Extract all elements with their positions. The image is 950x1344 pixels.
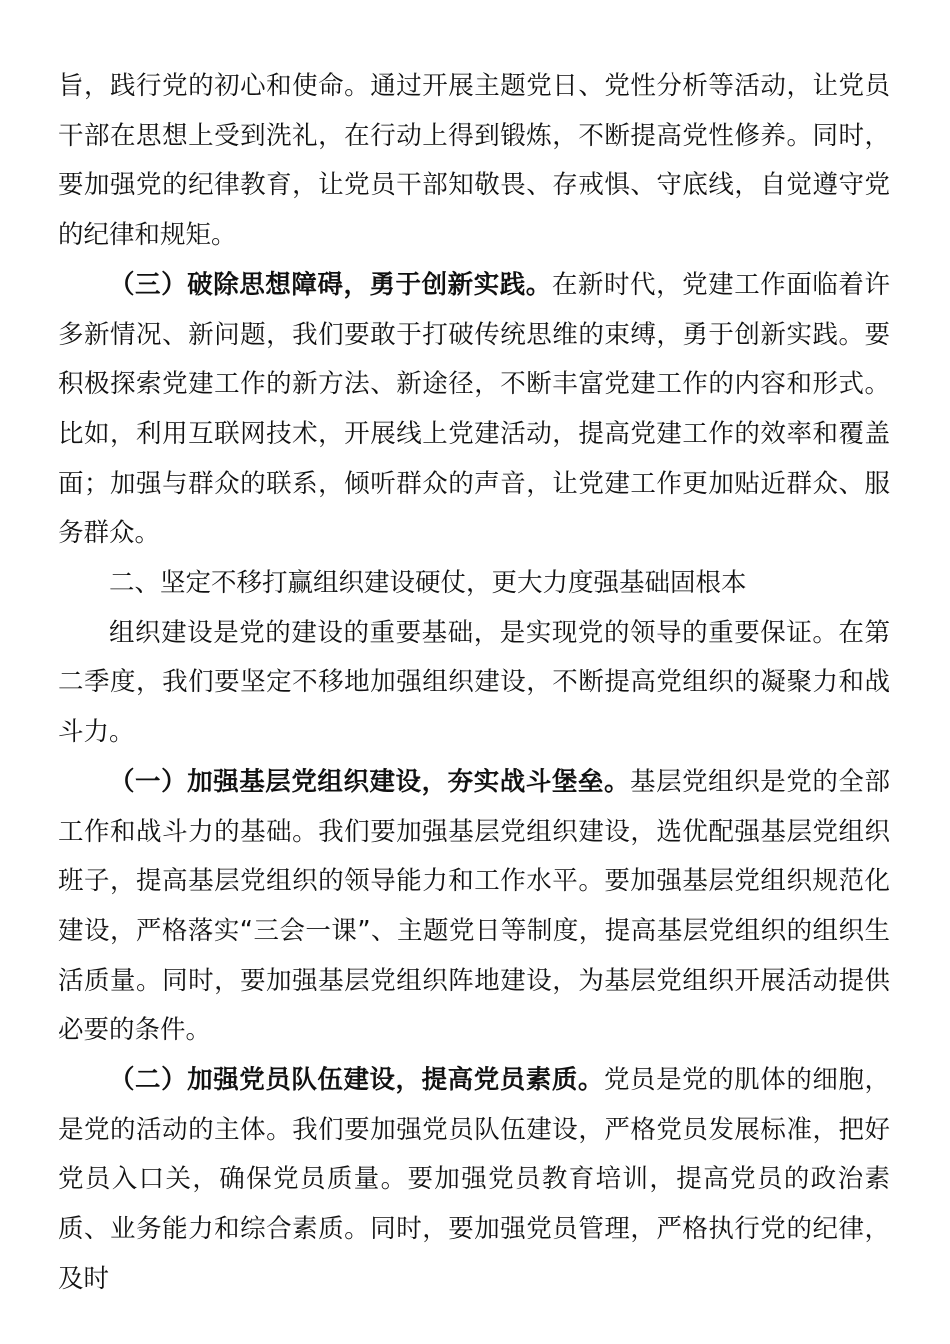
section-heading-text: 二、坚定不移打赢组织建设硬仗，更大力度强基础固根本: [109, 568, 747, 599]
paragraph-text: 党员是党的肌体的细胞，是党的活动的主体。我们要加强党员队伍建设，严格党员发展标准，把好党员入口关，确保党员质量。要加强党员教育培训，提高党员的政治素质、业务能力和综合素质。同时，要加强党员管理，严格执行党的纪律，及时: [58, 1065, 890, 1294]
document-page: [58, 62, 890, 1305]
paragraph-text: 旨，践行党的初心和使命。通过开展主题党日、党性分析等活动，让党员干部在思想上受到洗礼，在行动上得到锻炼，不断提高党性修养。同时，要加强党的纪律教育，让党员干部知敬畏、存戒惧、守底线，自觉遵守党的纪律和规矩。: [58, 71, 890, 251]
paragraph-text: 基层党组织是党的全部工作和战斗力的基础。我们要加强基层党组织建设，选优配强基层党组织班子，提高基层党组织的领导能力和工作水平。要加强基层党组织规范化建设，严格落实“三会一课”、主题党日等制度，提高基层党组织的组织生活质量。同时，要加强基层党组织阵地建设，为基层党组织开展活动提供必要的条件。: [58, 766, 890, 1046]
paragraph-grassroots: [58, 758, 890, 1056]
paragraph-text: 组织建设是党的建设的重要基础，是实现党的领导的重要保证。在第二季度，我们要坚定不移地加强组织建设，不断提高党组织的凝聚力和战斗力。: [58, 617, 890, 748]
paragraph-organization-intro: [58, 609, 890, 758]
paragraph-lead-heading: （二）加强党员队伍建设，提高党员素质。: [109, 1065, 604, 1096]
paragraph-innovation: [58, 261, 890, 559]
section-heading-organization: [58, 559, 890, 609]
paragraph-continuation: [58, 62, 890, 261]
paragraph-text: 在新时代，党建工作面临着许多新情况、新问题，我们要敢于打破传统思维的束缚，勇于创新实践。要积极探索党建工作的新方法、新途径，不断丰富党建工作的内容和形式。比如，利用互联网技术，开展线上党建活动，提高党建工作的效率和覆盖面；加强与群众的联系，倾听群众的声音，让党建工作更加贴近群众、服务群众。: [58, 269, 890, 549]
paragraph-lead-heading: （一）加强基层党组织建设，夯实战斗堡垒。: [109, 766, 631, 797]
paragraph-lead-heading: （三）破除思想障碍，勇于创新实践。: [109, 269, 552, 300]
paragraph-party-members: [58, 1056, 890, 1305]
